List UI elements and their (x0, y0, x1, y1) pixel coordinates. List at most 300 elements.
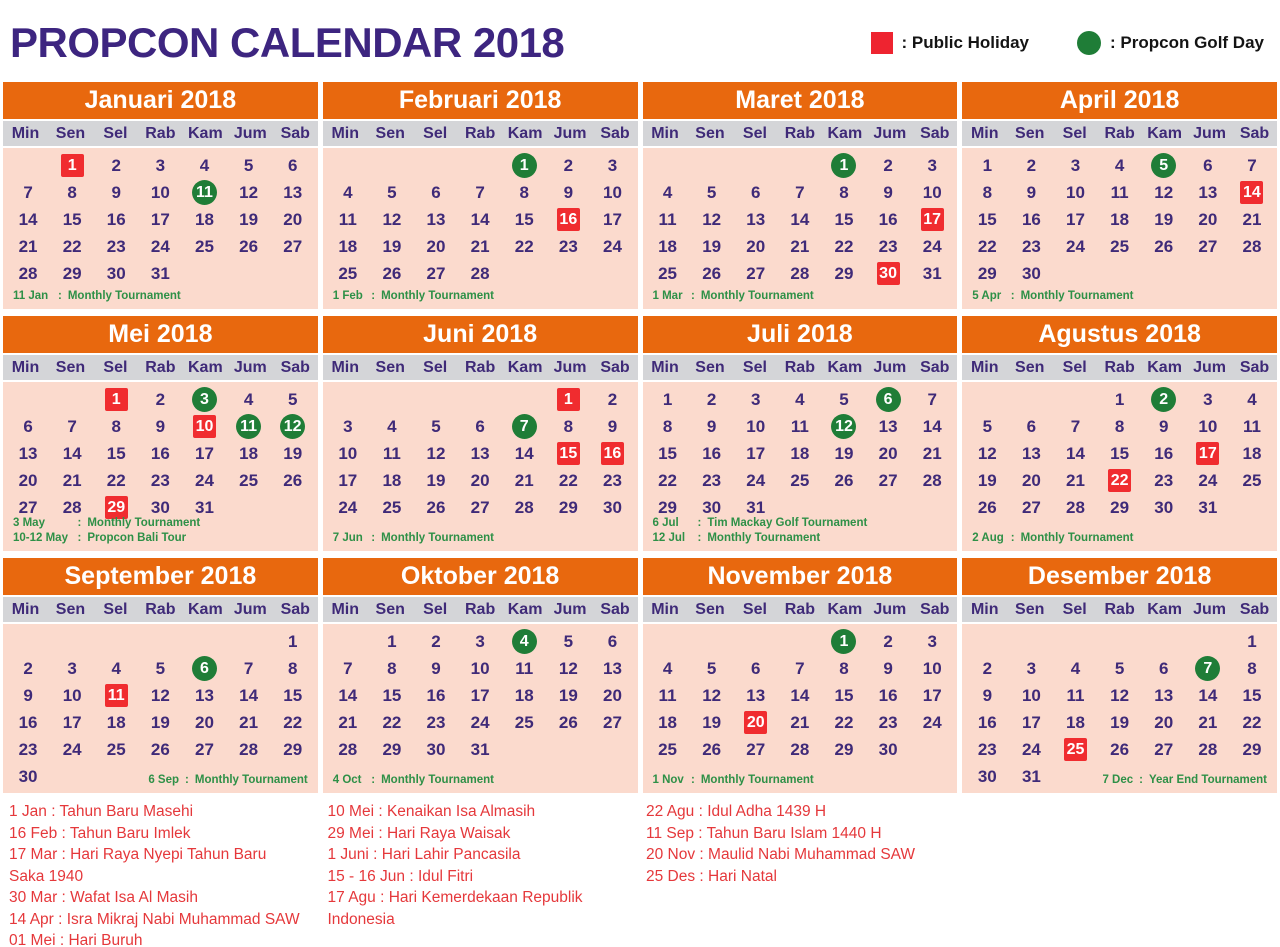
date-cell (910, 206, 954, 233)
empty-cell (1053, 386, 1097, 413)
date-cell: 27 (746, 263, 766, 283)
legend-label-golf-day: : Propcon Golf Day (1110, 33, 1264, 52)
date-cell: 19 (1110, 712, 1130, 732)
month-block (3, 82, 318, 309)
date-cell: 14 (470, 209, 490, 229)
date-cell: 25 (658, 739, 677, 759)
date-cell: 24 (338, 497, 358, 517)
date-cell: 18 (1110, 209, 1130, 229)
date-cell: 12 (702, 685, 722, 705)
month-note (653, 531, 948, 546)
day-header-row (643, 597, 958, 622)
dates-grid (965, 152, 1274, 287)
date-cell: 12 (150, 685, 170, 705)
day-header-cell: Sab (1239, 600, 1270, 618)
date-cell: 24 (602, 236, 622, 256)
date-cell: 3 (1070, 155, 1081, 175)
date-cell: 29 (834, 739, 854, 759)
day-header-cell: Rab (145, 124, 176, 142)
date-cell: 24 (746, 470, 766, 490)
day-header-cell: Min (11, 124, 40, 142)
holiday-item: 16 Feb : Tahun Baru Imlek (9, 824, 191, 842)
note-label: Monthly Tournament (67, 290, 181, 302)
empty-cell (326, 628, 370, 655)
empty-cell (414, 152, 458, 179)
day-header-cell: Kam (1147, 600, 1182, 618)
date-cell (822, 152, 866, 179)
date-cell: 18 (658, 236, 677, 256)
golf-day-circle-icon (1077, 31, 1101, 55)
public-holiday-date: 15 (557, 442, 580, 465)
date-cell: 21 (514, 470, 534, 490)
dates-area (3, 148, 318, 309)
date-cell (1186, 655, 1230, 682)
date-cell: 4 (343, 182, 353, 202)
date-cell: 21 (338, 712, 358, 732)
dates-area (3, 624, 318, 793)
date-cell: 8 (287, 658, 298, 678)
day-header-cell: Min (651, 124, 679, 142)
date-cell: 27 (195, 739, 214, 759)
date-cell (1098, 467, 1142, 494)
date-cell: 10 (922, 182, 942, 202)
date-cell: 15 (382, 685, 402, 705)
month-block (962, 316, 1277, 551)
date-cell: 23 (558, 236, 578, 256)
date-cell: 22 (834, 712, 854, 732)
date-cell (182, 655, 226, 682)
day-header-cell: Jum (1193, 600, 1226, 618)
date-cell: 3 (751, 389, 761, 409)
day-header-cell: Min (11, 358, 40, 376)
holiday-item: 1 Juni : Hari Lahir Pancasila (327, 846, 521, 863)
date-cell: 20 (470, 470, 490, 490)
date-cell (1186, 440, 1230, 467)
date-cell: 19 (382, 236, 402, 256)
date-cell: 12 (702, 209, 722, 229)
day-header-cell: Rab (1104, 124, 1135, 142)
date-cell: 17 (195, 443, 214, 463)
date-cell: 8 (563, 416, 574, 436)
date-cell: 13 (1021, 443, 1041, 463)
date-cell: 31 (195, 497, 214, 517)
date-cell: 24 (150, 236, 170, 256)
empty-cell (690, 152, 734, 179)
note-label: Monthly Tournament (700, 774, 814, 786)
date-cell: 10 (1066, 182, 1085, 202)
date-cell: 11 (658, 685, 677, 705)
date-cell: 8 (387, 658, 397, 678)
empty-cell (778, 628, 822, 655)
date-cell: 10 (470, 658, 490, 678)
date-cell: 15 (1110, 443, 1130, 463)
note-label: Monthly Tournament (1020, 532, 1134, 544)
note-label: Monthly Tournament (381, 532, 494, 544)
date-cell: 7 (1070, 416, 1081, 436)
date-cell: 6 (23, 416, 33, 436)
note-label: Monthly Tournament (700, 290, 814, 302)
day-header-cell: Sen (695, 600, 725, 618)
date-cell: 22 (62, 236, 82, 256)
date-cell: 1 (1247, 631, 1257, 651)
date-cell: 13 (283, 182, 303, 202)
date-cell (1142, 386, 1186, 413)
date-cell: 15 (62, 209, 82, 229)
date-cell: 14 (18, 209, 38, 229)
date-cell: 27 (746, 739, 766, 759)
note-date: 10-12 May (13, 532, 68, 544)
note-label: Tim Mackay Golf Tournament (707, 517, 868, 529)
day-header-cell: Kam (1147, 358, 1182, 376)
note-date: 4 Oct (332, 774, 362, 786)
date-cell: 4 (387, 416, 397, 436)
date-cell: 26 (702, 739, 722, 759)
date-cell: 26 (834, 470, 854, 490)
date-cell: 18 (1242, 443, 1262, 463)
month-title: November 2018 (643, 558, 958, 595)
date-cell: 9 (1026, 182, 1037, 202)
date-cell: 17 (338, 470, 358, 490)
public-holiday-date: 25 (1064, 738, 1087, 761)
holiday-column (640, 801, 959, 947)
date-cell: 14 (790, 685, 810, 705)
date-cell: 29 (1242, 739, 1262, 759)
date-cell: 18 (106, 712, 126, 732)
date-cell: 30 (602, 497, 622, 517)
date-cell: 7 (67, 416, 77, 436)
day-header-row (962, 355, 1277, 380)
date-cell: 14 (514, 443, 534, 463)
date-cell: 5 (387, 182, 397, 202)
empty-cell (502, 386, 546, 413)
date-cell: 26 (426, 497, 446, 517)
date-cell: 27 (878, 470, 898, 490)
day-header-cell: Sel (423, 600, 448, 618)
date-cell: 6 (1203, 155, 1213, 175)
golf-day-date: 6 (876, 387, 901, 412)
date-cell: 29 (62, 263, 82, 283)
date-cell: 30 (106, 263, 126, 283)
date-cell: 14 (1198, 685, 1218, 705)
date-cell: 28 (62, 497, 82, 517)
note-label: Monthly Tournament (707, 532, 821, 544)
date-cell: 22 (558, 470, 578, 490)
month-title: Juni 2018 (323, 316, 638, 353)
note-colon: : (77, 532, 82, 544)
day-header-row (962, 121, 1277, 146)
date-cell: 23 (878, 712, 898, 732)
date-cell: 22 (834, 236, 854, 256)
day-header-cell: Jum (233, 358, 267, 376)
date-cell: 24 (195, 470, 214, 490)
date-cell: 22 (977, 236, 997, 256)
month-block (3, 316, 318, 551)
empty-cell (646, 628, 690, 655)
date-cell: 19 (702, 236, 722, 256)
date-cell: 12 (382, 209, 402, 229)
date-cell: 21 (922, 443, 942, 463)
holiday-item: 25 Des : Hari Natal (646, 867, 777, 885)
dates-area (323, 624, 638, 793)
date-cell: 27 (1198, 236, 1218, 256)
date-cell: 26 (977, 497, 997, 517)
note-label: Monthly Tournament (194, 774, 308, 786)
legend (871, 31, 1265, 55)
day-header-cell: Sab (600, 124, 630, 142)
date-cell: 9 (607, 416, 618, 436)
note-date: 12 Jul (652, 532, 686, 544)
empty-cell (690, 628, 734, 655)
date-cell: 18 (338, 236, 358, 256)
date-cell: 6 (607, 631, 618, 651)
dates-grid (965, 386, 1274, 521)
day-header-row (643, 121, 958, 146)
date-cell: 8 (1114, 416, 1125, 436)
date-cell: 14 (62, 443, 82, 463)
empty-cell (94, 628, 138, 655)
date-cell: 18 (195, 209, 214, 229)
month-notes (653, 773, 948, 788)
day-header-cell: Rab (1104, 600, 1135, 618)
month-title: Maret 2018 (643, 82, 958, 119)
golf-day-date: 1 (831, 629, 856, 654)
date-cell: 28 (514, 497, 534, 517)
month-notes (972, 289, 1267, 304)
dates-grid (326, 628, 635, 763)
date-cell: 21 (18, 236, 38, 256)
date-cell: 23 (1154, 470, 1174, 490)
day-header-cell: Min (11, 600, 40, 618)
date-cell: 27 (426, 263, 446, 283)
day-header-row (3, 355, 318, 380)
holiday-column (322, 801, 641, 947)
day-header-cell: Sel (423, 124, 448, 142)
dates-grid (326, 386, 635, 521)
month-note (13, 289, 308, 304)
date-cell: 8 (1247, 658, 1257, 678)
public-holiday-date: 20 (744, 711, 767, 734)
page-title: PROPCON CALENDAR 2018 (10, 19, 565, 66)
date-cell (866, 386, 910, 413)
golf-day-date: 1 (831, 153, 856, 178)
day-header-cell: Kam (507, 358, 543, 376)
date-cell (94, 386, 138, 413)
empty-cell (50, 628, 94, 655)
golf-day-date: 5 (1151, 153, 1176, 178)
day-header-cell: Sab (920, 358, 950, 376)
date-cell: 10 (150, 182, 170, 202)
day-header-cell: Kam (827, 358, 863, 376)
date-cell: 29 (558, 497, 578, 517)
day-header-cell: Rab (465, 358, 496, 376)
holiday-item: 11 Sep : Tahun Baru Islam 1440 H (646, 824, 882, 842)
date-cell: 4 (1114, 155, 1125, 175)
date-cell: 10 (746, 416, 766, 436)
date-cell: 27 (18, 497, 38, 517)
date-cell: 28 (790, 263, 810, 283)
date-cell: 6 (1158, 658, 1169, 678)
date-cell: 30 (1154, 497, 1174, 517)
empty-cell (182, 628, 226, 655)
months-grid (3, 82, 1277, 793)
month-notes (13, 289, 308, 304)
date-cell: 9 (111, 182, 121, 202)
note-date: 11 Jan (13, 290, 49, 302)
golf-day-date: 6 (192, 656, 217, 681)
date-cell: 13 (18, 443, 38, 463)
date-cell: 15 (834, 209, 854, 229)
date-cell: 22 (1242, 712, 1262, 732)
note-label: Monthly Tournament (1020, 290, 1134, 302)
date-cell: 19 (150, 712, 170, 732)
month-notes (13, 516, 308, 546)
date-cell: 13 (602, 658, 622, 678)
date-cell: 18 (658, 712, 677, 732)
date-cell: 10 (1021, 685, 1041, 705)
public-holiday-date: 30 (877, 262, 900, 285)
date-cell (182, 413, 226, 440)
date-cell: 14 (338, 685, 358, 705)
note-date: 7 Dec (1102, 774, 1134, 786)
date-cell: 25 (106, 739, 126, 759)
dates-area (962, 382, 1277, 551)
note-date: 2 Aug (972, 532, 1004, 544)
day-header-cell: Sel (423, 358, 448, 376)
date-cell: 9 (23, 685, 33, 705)
month-notes (653, 516, 948, 546)
dates-area (643, 148, 958, 309)
date-cell: 9 (883, 182, 893, 202)
public-holiday-date: 1 (557, 388, 580, 411)
date-cell: 5 (982, 416, 993, 436)
month-note (653, 289, 948, 304)
day-header-cell: Sel (742, 124, 767, 142)
date-cell: 1 (982, 155, 993, 175)
date-cell: 17 (1021, 712, 1041, 732)
date-cell: 16 (150, 443, 170, 463)
holiday-item: 17 Agu : Hari Kemerdekaan Republik Indonesia (327, 889, 583, 928)
date-cell: 28 (470, 263, 490, 283)
date-cell: 13 (470, 443, 490, 463)
date-cell: 4 (795, 389, 805, 409)
note-date: 1 Mar (652, 290, 683, 302)
empty-cell (646, 152, 690, 179)
date-cell (866, 260, 910, 287)
empty-cell (458, 386, 502, 413)
date-cell: 15 (977, 209, 997, 229)
legend-item-golf-day (1077, 31, 1264, 55)
date-cell (502, 413, 546, 440)
date-cell: 12 (426, 443, 446, 463)
date-cell: 7 (475, 182, 485, 202)
date-cell: 7 (927, 389, 937, 409)
date-cell: 2 (155, 389, 166, 409)
legend-item-public-holiday (871, 32, 1030, 54)
date-cell: 8 (982, 182, 993, 202)
date-cell: 8 (839, 658, 849, 678)
date-cell: 19 (283, 443, 303, 463)
month-note (13, 773, 308, 788)
day-header-cell: Jum (1193, 124, 1226, 142)
day-header-cell: Sen (375, 124, 405, 142)
date-cell: 31 (1198, 497, 1218, 517)
date-cell: 12 (558, 658, 578, 678)
day-header-cell: Sab (280, 124, 310, 142)
empty-cell (458, 152, 502, 179)
dates-grid (646, 628, 955, 763)
date-cell: 26 (702, 263, 722, 283)
day-header-cell: Jum (233, 124, 267, 142)
dates-grid (6, 386, 315, 521)
empty-cell (227, 628, 271, 655)
day-header-cell: Kam (507, 600, 543, 618)
day-header-row (643, 355, 958, 380)
date-cell: 18 (790, 443, 810, 463)
date-cell: 28 (239, 739, 259, 759)
public-holiday-date: 22 (1108, 469, 1131, 492)
date-cell: 21 (62, 470, 82, 490)
date-cell: 14 (239, 685, 259, 705)
note-colon: : (371, 774, 376, 786)
empty-cell (1142, 628, 1186, 655)
date-cell: 9 (155, 416, 166, 436)
date-cell: 24 (922, 712, 942, 732)
month-title: Februari 2018 (323, 82, 638, 119)
date-cell: 26 (558, 712, 578, 732)
month-block (962, 82, 1277, 309)
month-block (323, 558, 638, 793)
dates-grid (326, 152, 635, 287)
empty-cell (326, 152, 370, 179)
date-cell: 25 (514, 712, 534, 732)
month-note (333, 773, 628, 788)
dates-area (643, 624, 958, 793)
date-cell: 26 (382, 263, 402, 283)
date-cell: 12 (977, 443, 997, 463)
date-cell: 23 (106, 236, 126, 256)
golf-day-date: 12 (831, 414, 856, 439)
note-date: 6 Sep (148, 774, 180, 786)
date-cell: 4 (1247, 389, 1257, 409)
date-cell: 1 (662, 389, 673, 409)
month-notes (653, 289, 948, 304)
date-cell (94, 682, 138, 709)
golf-day-date: 3 (192, 387, 217, 412)
date-cell: 13 (1198, 182, 1218, 202)
date-cell: 12 (239, 182, 259, 202)
empty-cell (6, 152, 50, 179)
date-cell: 24 (1198, 470, 1218, 490)
date-cell: 29 (382, 739, 402, 759)
day-header-cell: Jum (873, 600, 907, 618)
public-holiday-date: 11 (105, 684, 128, 707)
date-cell: 5 (1114, 658, 1125, 678)
date-cell: 28 (790, 739, 810, 759)
public-holiday-date: 17 (1196, 442, 1219, 465)
day-header-cell: Sel (103, 358, 128, 376)
date-cell: 23 (150, 470, 170, 490)
date-cell: 26 (150, 739, 170, 759)
date-cell: 9 (1158, 416, 1169, 436)
day-header-cell: Min (970, 600, 999, 618)
date-cell: 6 (751, 182, 761, 202)
month-title: September 2018 (3, 558, 318, 595)
day-header-row (3, 121, 318, 146)
public-holiday-date: 10 (193, 415, 216, 438)
note-colon: : (697, 532, 702, 544)
empty-cell (138, 628, 182, 655)
date-cell: 21 (239, 712, 259, 732)
